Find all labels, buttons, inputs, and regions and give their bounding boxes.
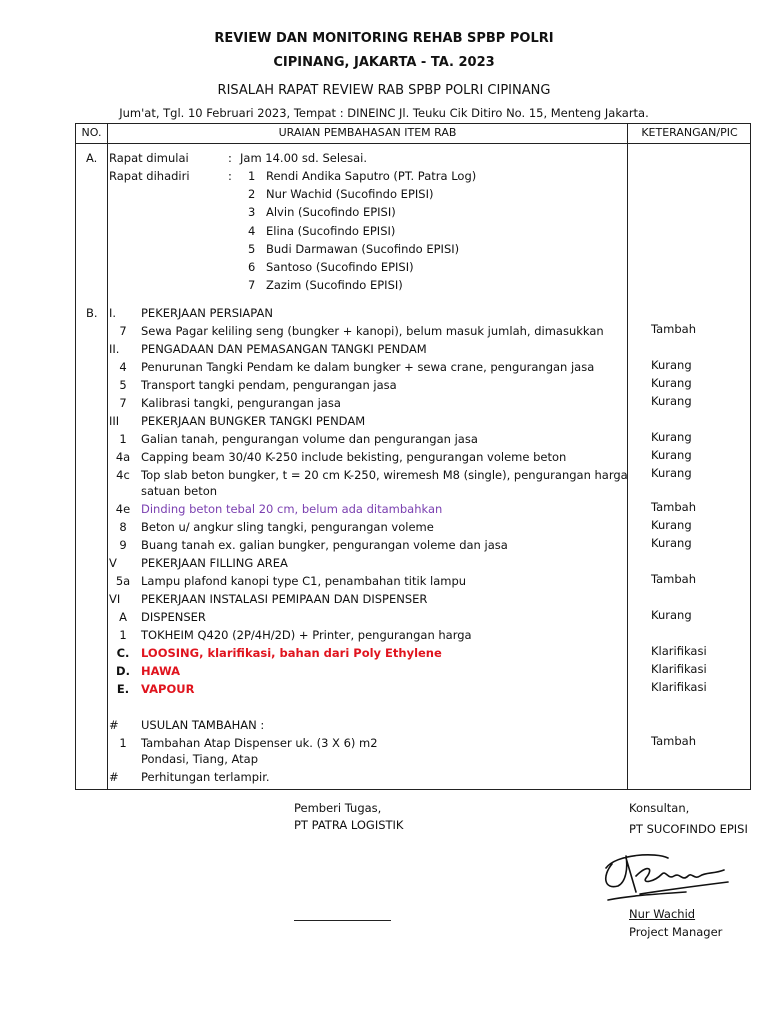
left-signature-line <box>294 920 391 921</box>
item-description: Top slab beton bungker, t = 20 cm K-250, wiremesh M8 (single), pengurangan harga <box>141 468 628 482</box>
attendee-name: Nur Wachid (Sucofindo EPISI) <box>266 187 434 202</box>
right-signer-name: Nur Wachid <box>629 907 696 921</box>
right-signer-title: Project Manager <box>629 925 723 939</box>
header-divider <box>76 143 750 144</box>
item-keterangan: Klarifikasi <box>651 644 707 658</box>
item-keterangan: Kurang <box>651 448 692 462</box>
attendee-name: Alvin (Sucofindo EPISI) <box>266 205 396 220</box>
section-heading: PEKERJAAN PERSIAPAN <box>141 306 273 320</box>
item-description: Buang tanah ex. galian bungker, pengurangan voleme dan jasa <box>141 538 508 552</box>
item-number: C. <box>116 646 130 660</box>
attendee-name: Santoso (Sucofindo EPISI) <box>266 260 414 274</box>
item-description: Kalibrasi tangki, pengurangan jasa <box>141 396 341 410</box>
item-number: 4c <box>116 468 130 482</box>
item-description: Sewa Pagar keliling seng (bungker + kanopi), belum masuk jumlah, dimasukkan <box>141 324 604 338</box>
item-number: 7 <box>119 324 127 338</box>
column-divider <box>627 124 628 789</box>
column-divider <box>107 124 108 789</box>
section-heading: Perhitungan terlampir. <box>141 770 270 784</box>
item-number: 8 <box>119 520 127 534</box>
section-heading: PENGADAAN DAN PEMASANGAN TANGKI PENDAM <box>141 342 427 356</box>
left-signer-company: PT PATRA LOGISTIK <box>294 818 404 832</box>
section-roman-numeral: III <box>109 414 120 428</box>
item-description: LOOSING, klarifikasi, bahan dari Poly Ethylene <box>141 646 442 660</box>
item-description: VAPOUR <box>141 682 195 696</box>
item-description: Tambahan Atap Dispenser uk. (3 X 6) m2 <box>141 736 378 750</box>
section-heading: PEKERJAAN BUNGKER TANGKI PENDAM <box>141 414 366 428</box>
attendee-name: Elina (Sucofindo EPISI) <box>266 223 396 238</box>
section-roman-numeral: II. <box>109 342 120 356</box>
header-keterangan: KETERANGAN/PIC <box>641 126 738 139</box>
attendee-number: 7 <box>248 278 256 293</box>
section-heading: USULAN TAMBAHAN : <box>141 718 265 732</box>
item-number: 1 <box>119 628 127 642</box>
item-number: 4e <box>115 502 131 516</box>
item-number: A <box>119 610 127 624</box>
section-a-label: A. <box>86 151 98 165</box>
item-description: HAWA <box>141 664 181 678</box>
attendee-name: Rendi Andika Saputro (PT. Patra Log) <box>266 169 477 183</box>
item-number: 5a <box>115 574 131 588</box>
attendee-number: 6 <box>248 260 256 274</box>
meeting-start-label: Rapat dimulai <box>109 151 189 165</box>
document-title-line1: REVIEW DAN MONITORING REHAB SPBP POLRI <box>214 31 554 46</box>
item-number: E. <box>116 682 130 696</box>
item-description: Dinding beton tebal 20 cm, belum ada ditambahkan <box>141 502 443 516</box>
item-number: 4 <box>119 360 127 374</box>
item-number: D. <box>116 664 130 678</box>
item-keterangan: Kurang <box>651 608 692 622</box>
item-keterangan: Kurang <box>651 376 692 390</box>
attendee-name: Zazim (Sucofindo EPISI) <box>266 278 403 293</box>
item-number: 1 <box>119 736 127 750</box>
item-keterangan: Klarifikasi <box>651 680 707 694</box>
item-keterangan: Kurang <box>651 536 692 550</box>
item-number: 1 <box>119 432 127 446</box>
item-description: satuan beton <box>141 484 218 498</box>
item-description: DISPENSER <box>141 610 206 624</box>
item-keterangan: Kurang <box>651 430 692 444</box>
item-description: Galian tanah, pengurangan volume dan pengurangan jasa <box>141 432 478 446</box>
item-keterangan: Tambah <box>651 500 697 514</box>
section-roman-numeral: V <box>109 556 117 570</box>
meeting-info: Jum'at, Tgl. 10 Februari 2023, Tempat : DINEINC Jl. Teuku Cik Ditiro No. 15, Menteng Jakarta. <box>119 106 649 120</box>
attendee-number: 5 <box>248 241 256 256</box>
item-description: Penurunan Tangki Pendam ke dalam bungker + sewa crane, pengurangan jasa <box>141 360 595 374</box>
document-subtitle: RISALAH RAPAT REVIEW RAB SPBP POLRI CIPINANG <box>217 83 551 98</box>
header-no: NO. <box>81 126 102 139</box>
attendance-label: Rapat dihadiri <box>109 169 190 183</box>
section-roman-numeral: VI <box>109 592 121 606</box>
item-keterangan: Klarifikasi <box>651 662 707 676</box>
header-uraian: URAIAN PEMBAHASAN ITEM RAB <box>278 126 457 139</box>
section-heading: PEKERJAAN FILLING AREA <box>141 556 288 570</box>
item-description: Transport tangki pendam, pengurangan jasa <box>141 378 397 392</box>
meeting-start-colon: : <box>228 151 232 165</box>
item-keterangan: Tambah <box>651 572 697 586</box>
attendance-colon: : <box>228 169 232 183</box>
item-keterangan: Kurang <box>651 358 692 372</box>
item-number: 5 <box>119 378 127 392</box>
item-description: TOKHEIM Q420 (2P/4H/2D) + Printer, pengurangan harga <box>141 628 472 642</box>
item-description: Beton u/ angkur sling tangki, pengurangan voleme <box>141 520 434 534</box>
attendee-number: 3 <box>248 205 256 220</box>
section-b-label: B. <box>86 306 98 320</box>
attendee-number: 4 <box>248 223 256 238</box>
item-number: 4a <box>115 450 131 464</box>
document-title-line2: CIPINANG, JAKARTA - TA. 2023 <box>273 55 495 70</box>
item-keterangan: Kurang <box>651 518 692 532</box>
item-keterangan: Tambah <box>651 322 697 336</box>
item-keterangan: Kurang <box>651 466 692 480</box>
attendee-name: Budi Darmawan (Sucofindo EPISI) <box>266 241 460 256</box>
section-heading: PEKERJAAN INSTALASI PEMIPAAN DAN DISPENSER <box>141 592 428 606</box>
section-roman-numeral: # <box>109 770 119 784</box>
item-keterangan: Kurang <box>651 394 692 408</box>
item-keterangan: Tambah <box>651 734 697 748</box>
right-signer-role: Konsultan, <box>629 801 690 815</box>
section-roman-numeral: I. <box>109 306 117 320</box>
attendee-number: 1 <box>248 169 256 183</box>
attendee-number: 2 <box>248 187 256 202</box>
item-number: 9 <box>119 538 127 552</box>
rab-review-table <box>75 123 751 790</box>
item-description: Pondasi, Tiang, Atap <box>141 752 259 766</box>
item-description: Capping beam 30/40 K-250 include bekisting, pengurangan voleme beton <box>141 450 567 464</box>
item-number: 7 <box>119 396 127 410</box>
handwritten-signature <box>596 846 736 906</box>
left-signer-role: Pemberi Tugas, <box>294 801 382 815</box>
meeting-start-value: Jam 14.00 sd. Selesai. <box>240 151 368 165</box>
section-roman-numeral: # <box>109 718 119 732</box>
right-signer-company: PT SUCOFINDO EPISI <box>629 822 748 836</box>
item-description: Lampu plafond kanopi type C1, penambahan titik lampu <box>141 574 467 588</box>
